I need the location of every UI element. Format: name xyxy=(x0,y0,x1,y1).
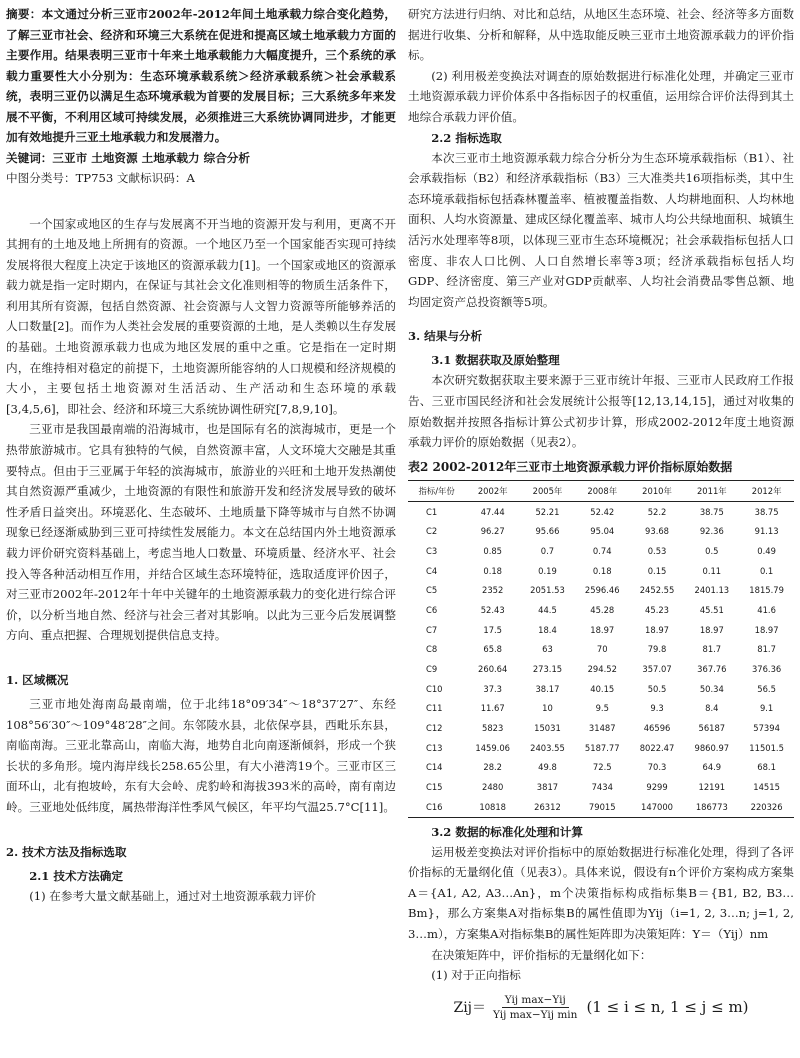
table-row xyxy=(408,561,794,581)
table-row xyxy=(408,679,794,699)
formula-denominator: Yij max−Yij min xyxy=(493,1008,578,1021)
table-cell: 46596 xyxy=(643,723,671,734)
table-header-cell: 2005年 xyxy=(520,480,575,501)
table-cell: 44.5 xyxy=(538,604,557,615)
table-cell: 0.85 xyxy=(483,545,503,556)
table-cell: 65.8 xyxy=(483,644,503,655)
formula-numerator: Yij max−Yij xyxy=(502,994,569,1008)
table-row xyxy=(408,580,794,600)
table-cell: 52.2 xyxy=(647,506,667,517)
formula-fraction xyxy=(490,994,580,1021)
table-cell: 95.66 xyxy=(535,526,560,537)
table-cell: 37.3 xyxy=(483,683,503,694)
table-cell: 10818 xyxy=(465,797,520,817)
table-cell: 9.1 xyxy=(759,703,774,714)
table-row-label: C3 xyxy=(426,545,438,556)
table-cell: 68.1 xyxy=(757,762,776,773)
positive-indicator-item: (1) 对于正向指标 xyxy=(431,968,521,983)
table-cell: 72.5 xyxy=(592,762,612,773)
table-cell: 220326 xyxy=(739,797,794,817)
table-row-label: C15 xyxy=(426,782,443,793)
table-cell: 91.13 xyxy=(754,526,779,537)
section-2-2-heading: 2.2 指标选取 xyxy=(431,130,502,145)
table-row xyxy=(408,738,794,758)
table-cell: 17.5 xyxy=(483,624,503,635)
table-cell: 38.17 xyxy=(535,683,560,694)
section-1-paragraph: 三亚市地处海南岛最南端，位于北纬18°09′34″～18°37′27″、东经108°56′30″～109°48′28″之间。东邻陵水县，北依保亭县，西毗乐东县，南临南海。三亚北靠高山，南临大海，地势自北向南逐渐倾斜，形成一个狭长状的多角形。境内海岸线长258.65公里，有大小港湾19个。三亚市区三面环山，北有抱坡岭，东有大会岭、虎豹岭和海拔393米的高岭，南有南边岭。三亚地处低纬度，属热带海洋性季风气候区，年平均气温25.7°C[11]。 xyxy=(6,696,396,814)
table-cell: 10 xyxy=(542,703,553,714)
table-cell: 93.68 xyxy=(645,526,670,537)
table-cell: 64.9 xyxy=(702,762,722,773)
table-cell: 52.21 xyxy=(535,506,560,517)
section-3-2-paragraph: 运用极差变换法对评价指标中的原始数据进行标准化处理，得到了各评价指标的无量纲化值（见表3）。具体来说，假设有n个评价方案构成方案集A＝{A1, A2, A3…An}，m个决策指标构成指标集B＝{B1, B2, B3…Bm}，那么方案集A对指标集B的属性值即为Yij（i=1, 2, 3…n; j=1, 2, 3…m），方案集A对指标集B的属性矩阵即为决策矩阵：Y＝（Yij）nm xyxy=(408,844,794,942)
table-row xyxy=(408,718,794,738)
table-cell: 56.5 xyxy=(757,683,776,694)
table-cell: 96.27 xyxy=(480,526,505,537)
table-cell: 367.76 xyxy=(697,664,727,675)
section-2-1-heading: 2.1 技术方法确定 xyxy=(29,868,123,883)
table-cell: 56187 xyxy=(698,723,726,734)
table-cell: 0.18 xyxy=(592,565,612,576)
table-cell: 0.49 xyxy=(757,545,776,556)
table-cell: 2452.55 xyxy=(639,585,675,596)
table-cell: 45.51 xyxy=(699,604,724,615)
table-row xyxy=(408,699,794,719)
table-header-cell: 2002年 xyxy=(465,480,520,501)
section-3-1-paragraph: 本次研究数据获取主要来源于三亚市统计年报、三亚市人民政府工作报告、三亚市国民经济和社会发展统计公报等[12,13,14,15]，通过对收集的原始数据并按照各指标计算公式初步计算，形成2002-2012年度土地资源承载力评价的原始数据（见表2）。 xyxy=(408,373,794,450)
table-cell: 50.34 xyxy=(699,683,724,694)
table-row-label: C2 xyxy=(426,526,438,537)
table-cell: 41.6 xyxy=(757,604,776,615)
normalization-formula xyxy=(408,994,794,1021)
table-row xyxy=(408,521,794,541)
section-2-heading: 2. 技术方法及指标选取 xyxy=(6,844,127,859)
table-cell: 18.97 xyxy=(754,624,779,635)
table-cell: 186773 xyxy=(684,797,739,817)
table-cell: 5823 xyxy=(482,723,504,734)
table-cell: 2401.13 xyxy=(694,585,730,596)
table-cell: 9.3 xyxy=(650,703,664,714)
data-table xyxy=(408,480,794,818)
formula-condition: (1 ≤ i ≤ n, 1 ≤ j ≤ m) xyxy=(586,998,749,1017)
table-header-cell: 2010年 xyxy=(630,480,685,501)
table-cell: 70 xyxy=(596,644,608,655)
table-row-label: C13 xyxy=(426,742,443,753)
table-cell: 2403.55 xyxy=(530,742,565,753)
table-cell: 2051.53 xyxy=(530,585,565,596)
abstract: 摘要：本文通过分析三亚市2002年-2012年间土地承载力综合变化趋势，了解三亚市社会、经济和环境三大系统在促进和提高区域土地承载力方面的主要作用。结果表明三亚市十年来土地承载能力大幅度提升，三个系统的承载力重要性大小分别为：生态环境承载系统＞经济承载系统＞社会承载系统，表明三亚仍以满足生态环境承载为首要的发展目标；三大系统多年来发展不平衡，不利用区域可持续发展，必须推进三大系统协调同进步，才能更加有效地提升三亚土地承载力和发展潜力。 xyxy=(6,7,396,144)
classification-number: 中图分类号：TP753 文献标识码：A xyxy=(6,170,195,185)
table-cell: 0.19 xyxy=(538,565,557,576)
table-cell: 79015 xyxy=(575,797,630,817)
table-cell: 8.4 xyxy=(705,703,719,714)
table-cell: 0.74 xyxy=(592,545,612,556)
table-cell: 357.07 xyxy=(642,664,672,675)
table-cell: 31487 xyxy=(588,723,616,734)
table-cell: 0.53 xyxy=(647,545,667,556)
table-header-cell: 2008年 xyxy=(575,480,630,501)
table-cell: 2480 xyxy=(482,782,504,793)
table-header-cell: 2011年 xyxy=(684,480,739,501)
table-row xyxy=(408,600,794,620)
table-caption: 表2 2002-2012年三亚市土地资源承载力评价指标原始数据 xyxy=(408,459,733,474)
table-row xyxy=(408,640,794,660)
table-row xyxy=(408,758,794,778)
table-cell: 92.36 xyxy=(699,526,724,537)
table-cell: 38.75 xyxy=(699,506,724,517)
table-row-label: C14 xyxy=(426,762,443,773)
table-cell: 1815.79 xyxy=(749,585,784,596)
table-cell: 18.97 xyxy=(699,624,724,635)
table-cell: 81.7 xyxy=(702,644,722,655)
table-cell: 3817 xyxy=(536,782,559,793)
table-row-label: C8 xyxy=(426,644,438,655)
table-cell: 57394 xyxy=(753,723,780,734)
table-cell: 52.42 xyxy=(590,506,615,517)
section-2-2-paragraph: 本次三亚市土地资源承载力综合分析分为生态环境承载指标（B1）、社会承载指标（B2）和经济承载指标（B3）三大准类共16项指标类，其中生态环境承载指标包括森林覆盖率、植被覆盖指数、人均耕地面积、人均林地面积、人均水资源量、建成区绿化覆盖率、城市人均公共绿地面积、城镇生活污水处理率等8项，以体现三亚市生态环境概况；社会承载指标包括人口密度、非农人口比例、人口自然增长率等3项；经济承载指标包括人均GDP、经济密度、第三产业对GDP贡献率、人均社会消费品零售总额、地均固定资产总投资额等5项。 xyxy=(408,150,794,309)
table-cell: 28.2 xyxy=(483,762,503,773)
table-cell: 294.52 xyxy=(587,664,617,675)
table-cell: 47.44 xyxy=(480,506,505,517)
table-cell: 18.97 xyxy=(645,624,670,635)
table-row-label: C4 xyxy=(426,565,438,576)
table-cell: 0.7 xyxy=(540,545,555,556)
table-cell: 9299 xyxy=(646,782,668,793)
table-row-label: C9 xyxy=(426,664,438,675)
table-row xyxy=(408,620,794,640)
table-cell: 2596.46 xyxy=(584,585,620,596)
intro-paragraph-2: 三亚市是我国最南端的沿海城市，也是国际有名的滨海城市，更是一个热带旅游城市。它具有独特的气候，自然资源丰富，人文环境大交融是其重要特点。但由于三亚属于年轻的滨海城市，旅游业的兴旺和土地开发热潮使其自然资源严重减少，土地资源的有限性和旅游开发和经济发展导致的破坏性矛盾日益突出。环境恶化、生态破坏、土地质量下降等城市与自然不协调现象已经逐渐威胁到三亚可持续性发展能力。本文在总结国内外土地资源承载力评价研究资料基础上，考虑当地人口数量、环境质量、经济水平、社会投入等各种活动相互作用，并结合区域生态环境特征，选取适度评价因子，对三亚市2002年-2012年十年中关键年的土地资源承载力的变化进行综合评价，以分析当地自然、经济与社会三者对其影响。以此为三亚今后发展调整方向、重点把握、合理规划提供信息支持。 xyxy=(6,422,396,643)
table-row-label: C10 xyxy=(426,683,443,694)
table-cell: 2352 xyxy=(482,585,504,596)
table-cell: 9.5 xyxy=(595,703,609,714)
section-3-heading: 3. 结果与分析 xyxy=(408,329,483,344)
table-cell: 79.8 xyxy=(647,644,667,655)
table-cell: 273.15 xyxy=(532,664,563,675)
table-cell: 1459.06 xyxy=(475,742,510,753)
table-cell: 147000 xyxy=(630,797,685,817)
section-3-2-paragraph-2: 在决策矩阵中，评价指标的无量纲化如下： xyxy=(431,947,652,962)
table-cell: 11.67 xyxy=(480,703,505,714)
table-cell: 0.15 xyxy=(647,565,667,576)
table-cell: 38.75 xyxy=(754,506,779,517)
method-paragraph-2: (2) 利用极差变换法对调查的原始数据进行标准化处理，并确定三亚市土地资源承载力评价体系中各指标因子的权重值，运用综合评价法得到其土地综合承载力评价值。 xyxy=(408,68,794,124)
table-cell: 63 xyxy=(542,644,553,655)
intro-paragraph-1: 一个国家或地区的生存与发展离不开当地的资源开发与利用，更离不开其拥有的土地及地上所拥有的资源。一个地区乃至一个国家能否实现可持续发展将很大程度上决定于该地区的资源承载力[1]。一个国家或地区的资源承载力就是指一定时期内，在保证与其社会文化准则相等的物质生活条件下，利用其所有资源，包括自然资源、社会资源与人文智力资源等所能够养活的人口数量[2]。而作为人类社会发展的重要资源的土地，是人类赖以生存发展的基础。土地资源承载力也成为地区发展的重中之重。它是指在一定时期内，在维持相对稳定的前提下，土地资源所能容纳的人口规模和经济规模的大小，主要包括土地资源对生活活动、生产活动和生态环境的承载[3,4,5,6]，即社会、经济和环境三大系统协调性研究[7,8,9,10]。 xyxy=(6,216,396,416)
table-row-label: C1 xyxy=(426,506,438,517)
keywords: 关键词：三亚市 土地资源 土地承载力 综合分析 xyxy=(6,150,250,165)
section-1-heading: 1. 区域概况 xyxy=(6,672,69,687)
table-cell: 0.11 xyxy=(702,565,722,576)
table-header-cell: 指标/年份 xyxy=(408,480,465,501)
table-cell: 9860.97 xyxy=(694,742,730,753)
table-cell: 49.8 xyxy=(538,762,557,773)
table-row-label: C6 xyxy=(426,604,438,615)
table-cell: 18.97 xyxy=(590,624,615,635)
table-cell: 52.43 xyxy=(480,604,505,615)
table-row xyxy=(408,797,794,817)
table-cell: 7434 xyxy=(591,782,613,793)
table-cell: 0.5 xyxy=(705,545,719,556)
table-cell: 45.23 xyxy=(645,604,670,615)
table-cell: 15031 xyxy=(534,723,561,734)
table-cell: 0.1 xyxy=(759,565,774,576)
table-header-row xyxy=(408,480,794,501)
table-cell: 8022.47 xyxy=(639,742,675,753)
table-cell: 5187.77 xyxy=(584,742,620,753)
table-cell: 0.18 xyxy=(483,565,503,576)
table-cell: 12191 xyxy=(698,782,726,793)
table-cell: 45.28 xyxy=(590,604,615,615)
table-row-label: C12 xyxy=(426,723,443,734)
section-3-1-heading: 3.1 数据获取及原始整理 xyxy=(431,353,560,368)
table-header-cell: 2012年 xyxy=(739,480,794,501)
left-column xyxy=(6,4,396,906)
table-cell: 81.7 xyxy=(757,644,776,655)
table-row xyxy=(408,777,794,797)
table-cell: 70.3 xyxy=(647,762,667,773)
right-column xyxy=(408,4,794,1021)
table-cell: 18.4 xyxy=(538,624,557,635)
table-cell: 376.36 xyxy=(751,664,782,675)
table-cell: 260.64 xyxy=(478,664,508,675)
table-body xyxy=(408,501,794,817)
table-cell: 95.04 xyxy=(590,526,615,537)
table-row-label: C16 xyxy=(408,797,465,817)
table-row xyxy=(408,659,794,679)
table-row-label: C5 xyxy=(426,585,438,596)
continued-paragraph: 研究方法进行归纳、对比和总结，从地区生态环境、社会、经济等多方面数据进行收集、分析和解释，从中选取能反映三亚市土地资源承载力的评价指标。 xyxy=(408,7,794,63)
table-row-label: C7 xyxy=(426,624,438,635)
section-3-2-heading: 3.2 数据的标准化处理和计算 xyxy=(431,824,583,839)
formula-lhs: Zij＝ xyxy=(453,1000,487,1017)
table-row-label: C11 xyxy=(426,703,443,714)
table-cell: 11501.5 xyxy=(749,742,784,753)
table-cell: 14515 xyxy=(753,782,780,793)
section-2-1-paragraph: (1) 在参考大量文献基础上，通过对土地资源承载力评价 xyxy=(29,888,316,903)
table-cell: 40.15 xyxy=(590,683,615,694)
table-cell: 50.5 xyxy=(647,683,667,694)
table-row xyxy=(408,501,794,521)
table-cell: 26312 xyxy=(520,797,575,817)
table-row xyxy=(408,541,794,561)
